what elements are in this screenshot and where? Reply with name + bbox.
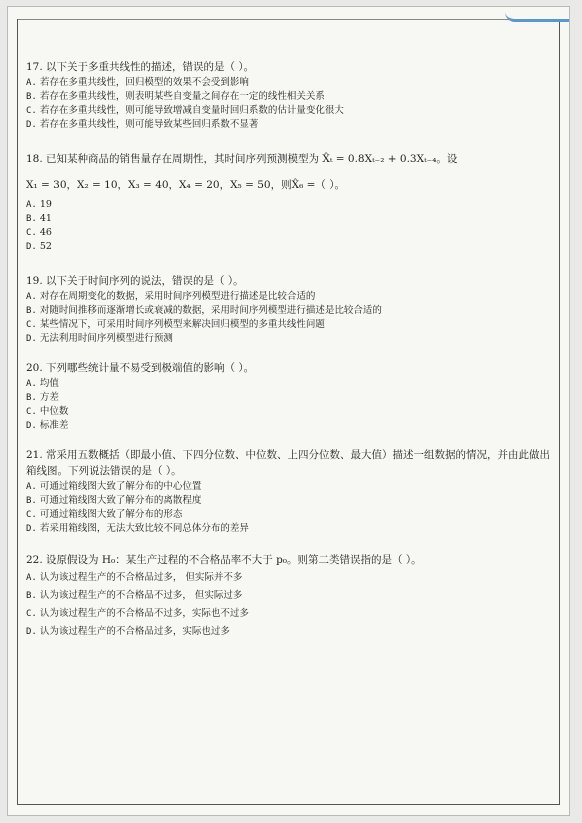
option-c	[26, 104, 552, 118]
option-letter: B.	[26, 306, 37, 316]
option-text: 若存在多重共线性，则可能导致增减自变量时回归系数的估计量变化很大	[39, 105, 344, 116]
option-letter: B.	[26, 92, 37, 102]
option-letter: A.	[26, 573, 37, 583]
option-letter: D.	[26, 120, 37, 130]
option-c	[26, 605, 552, 623]
option-text: 可通过箱线图大致了解分布的形态	[39, 509, 183, 520]
option-letter: B.	[26, 214, 37, 224]
option-text: 41	[39, 213, 52, 224]
option-b	[26, 212, 552, 226]
option-letter: C.	[26, 228, 37, 238]
option-d	[26, 419, 552, 433]
question-stem: 17. 以下关于多重共线性的描述，错误的是（ ）。	[26, 61, 255, 73]
option-text: 无法利用时间序列模型进行预测	[39, 333, 173, 344]
option-text: 对随时间推移而逐渐增长或衰减的数据，采用时间序列模型进行描述是比较合适的	[39, 305, 382, 316]
option-letter: A.	[26, 78, 37, 88]
question-19	[26, 273, 552, 346]
option-letter: D.	[26, 524, 37, 534]
question-list	[26, 59, 552, 641]
option-text: 可通过箱线图大致了解分布的离散程度	[39, 495, 202, 506]
question-stem: 20. 下列哪些统计量不易受到极端值的影响（ ）。	[26, 362, 255, 374]
option-d	[26, 240, 552, 254]
option-b	[26, 587, 552, 605]
option-a	[26, 290, 552, 304]
option-c	[26, 508, 552, 522]
option-b	[26, 494, 552, 508]
option-a	[26, 198, 552, 212]
question-17	[26, 59, 552, 132]
option-text: 可通过箱线图大致了解分布的中心位置	[39, 481, 202, 492]
option-text: 中位数	[39, 406, 69, 417]
option-text: 若采用箱线图，无法大致比较不同总体分布的差异	[39, 523, 249, 534]
option-letter: C.	[26, 407, 37, 417]
option-letter: A.	[26, 482, 37, 492]
option-letter: A.	[26, 292, 37, 302]
question-stem: 21. 常采用五数概括（即最小值、下四分位数、中位数、上四分位数、最大值）描述一组数据的情况，并由此做出箱线图。下列说法错误的是（ ）。	[26, 449, 551, 477]
frame-top-rule	[18, 19, 559, 20]
question-stem-continued: X₁ = 30，X₂ = 10，X₃ = 40，X₄ = 20，X₅ = 50，则X̂₆ =（ ）。	[26, 179, 345, 191]
question-stem: 19. 以下关于时间序列的说法，错误的是（ ）。	[26, 275, 244, 287]
option-b	[26, 304, 552, 318]
option-letter: C.	[26, 510, 37, 520]
option-text: 若存在多重共线性，则可能导致某些回归系数不显著	[39, 119, 259, 130]
option-c	[26, 405, 552, 419]
option-text: 若存在多重共线性，则表明某些自变量之间存在一定的线性相关关系	[39, 91, 325, 102]
option-letter: B.	[26, 393, 37, 403]
question-stem: 22. 设原假设为 H₀：某生产过程的不合格品率不大于 p₀。则第二类错误指的是（ ）。	[26, 554, 422, 566]
question-21	[26, 447, 552, 536]
option-d	[26, 118, 552, 132]
option-a	[26, 76, 552, 90]
option-letter: C.	[26, 609, 37, 619]
question-stem: 18. 已知某种商品的销售量存在周期性，其时间序列预测模型为 X̂ₜ = 0.8Xₜ₋₂ + 0.3Xₜ₋₄。设	[26, 153, 458, 165]
option-letter: C.	[26, 320, 37, 330]
option-d	[26, 332, 552, 346]
option-text: 46	[39, 227, 52, 238]
option-text: 方差	[39, 392, 59, 403]
option-letter: A.	[26, 379, 37, 389]
option-b	[26, 90, 552, 104]
option-text: 对存在周期变化的数据，采用时间序列模型进行描述是比较合适的	[39, 291, 316, 302]
option-letter: D.	[26, 627, 37, 637]
option-letter: C.	[26, 106, 37, 116]
option-text: 认为该过程生产的不合格品不过多，实际也不过多	[39, 608, 249, 619]
page-corner-mark	[505, 7, 569, 22]
option-text: 若存在多重共线性，回归模型的效果不会受到影响	[39, 77, 249, 88]
option-b	[26, 391, 552, 405]
option-a	[26, 569, 552, 587]
option-text: 认为该过程生产的不合格品过多，实际也过多	[39, 626, 230, 637]
option-a	[26, 480, 552, 494]
option-text: 均值	[39, 378, 59, 389]
option-c	[26, 226, 552, 240]
option-text: 标准差	[39, 420, 69, 431]
question-22	[26, 552, 552, 641]
question-18	[26, 151, 552, 254]
option-a	[26, 377, 552, 391]
option-text: 19	[39, 199, 52, 210]
option-d	[26, 623, 552, 641]
option-text: 认为该过程生产的不合格品不过多， 但实际过多	[39, 590, 243, 601]
option-letter: D.	[26, 421, 37, 431]
exam-page	[7, 6, 570, 816]
option-text: 认为该过程生产的不合格品过多， 但实际并不多	[39, 572, 243, 583]
option-letter: A.	[26, 200, 37, 210]
option-letter: D.	[26, 242, 37, 252]
option-text: 52	[39, 241, 52, 252]
option-c	[26, 318, 552, 332]
option-d	[26, 522, 552, 536]
option-letter: B.	[26, 591, 37, 601]
question-20	[26, 360, 552, 433]
option-text: 某些情况下，可采用时间序列模型来解决回归模型的多重共线性问题	[39, 319, 325, 330]
option-letter: B.	[26, 496, 37, 506]
option-letter: D.	[26, 334, 37, 344]
